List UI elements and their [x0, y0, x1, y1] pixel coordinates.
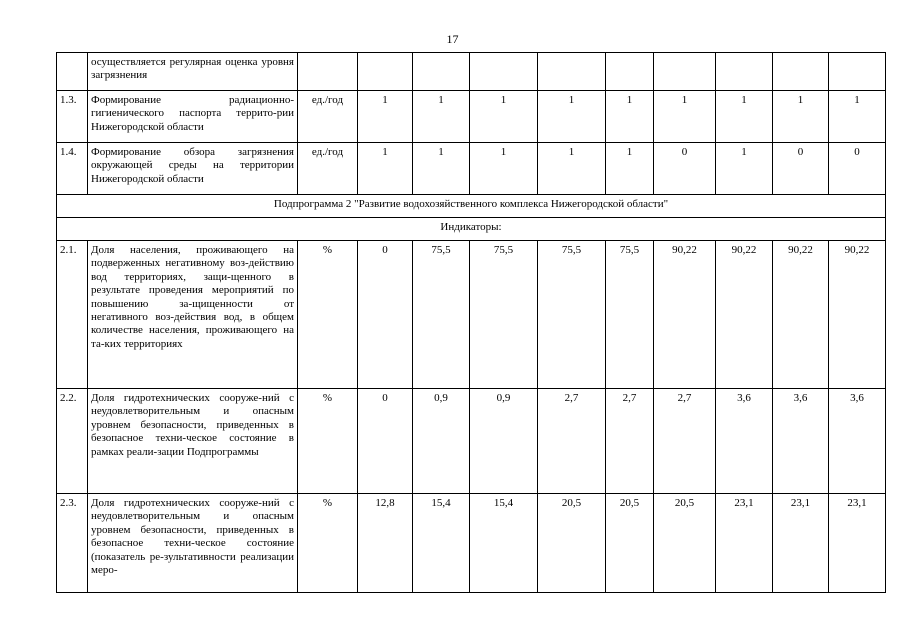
row-value: 1 — [538, 91, 606, 143]
row-value: 2,7 — [538, 389, 606, 494]
row-unit: ед./год — [298, 91, 358, 143]
row-description: Доля гидротехнических сооруже-ний с неудовлетворительным и опасным уровнем безопасности, приведенных в безопасное техни-ческое состояние в рамках реали-зации Подпрограммы — [88, 389, 298, 494]
table-row — [57, 241, 886, 389]
row-number: 2.1. — [57, 241, 88, 389]
row-value — [470, 53, 538, 91]
row-unit: % — [298, 389, 358, 494]
row-value — [829, 53, 886, 91]
row-value: 1 — [716, 143, 773, 195]
row-unit — [298, 53, 358, 91]
row-value — [654, 53, 716, 91]
row-value: 0 — [358, 241, 413, 389]
row-value: 90,22 — [716, 241, 773, 389]
row-value: 0 — [773, 143, 829, 195]
row-description: Доля гидротехнических сооруже-ний с неудовлетворительным и опасным уровнем безопасности, приведенных в безопасное техни-ческое состояние (показатель ре-зультативности реализации меро- — [88, 494, 298, 593]
row-number: 1.3. — [57, 91, 88, 143]
row-value: 15,4 — [470, 494, 538, 593]
row-value: 1 — [716, 91, 773, 143]
row-value: 23,1 — [716, 494, 773, 593]
indicators-heading-row — [57, 218, 886, 241]
row-value: 75,5 — [413, 241, 470, 389]
row-value: 1 — [606, 91, 654, 143]
row-unit: % — [298, 241, 358, 389]
row-value: 1 — [470, 91, 538, 143]
row-number — [57, 53, 88, 91]
row-value — [606, 53, 654, 91]
row-description: Формирование радиационно-гигиенического паспорта террито-рии Нижегородской области — [88, 91, 298, 143]
row-value: 90,22 — [654, 241, 716, 389]
table-row — [57, 53, 886, 91]
row-value: 1 — [413, 143, 470, 195]
row-value: 1 — [538, 143, 606, 195]
row-value — [538, 53, 606, 91]
table-row — [57, 494, 886, 593]
row-value: 1 — [773, 91, 829, 143]
row-value: 2,7 — [654, 389, 716, 494]
row-value: 3,6 — [829, 389, 886, 494]
row-value: 1 — [358, 143, 413, 195]
subprogram-heading: Подпрограмма 2 "Развитие водохозяйственного комплекса Нижегородской области" — [57, 195, 886, 218]
row-value: 1 — [829, 91, 886, 143]
row-value: 15,4 — [413, 494, 470, 593]
row-value: 1 — [358, 91, 413, 143]
row-value — [716, 53, 773, 91]
indicators-table — [56, 52, 886, 593]
row-value — [413, 53, 470, 91]
row-value: 20,5 — [654, 494, 716, 593]
row-value: 1 — [413, 91, 470, 143]
table-row — [57, 143, 886, 195]
row-value: 3,6 — [716, 389, 773, 494]
row-value: 1 — [470, 143, 538, 195]
row-unit: % — [298, 494, 358, 593]
row-value: 0 — [829, 143, 886, 195]
row-value: 90,22 — [829, 241, 886, 389]
row-value: 1 — [606, 143, 654, 195]
row-value: 90,22 — [773, 241, 829, 389]
row-value — [358, 53, 413, 91]
row-value: 3,6 — [773, 389, 829, 494]
row-value: 20,5 — [606, 494, 654, 593]
row-value — [773, 53, 829, 91]
row-value: 0 — [654, 143, 716, 195]
subprogram-heading-row — [57, 195, 886, 218]
row-description: Доля населения, проживающего на подверженных негативному воз-действию вод территориях, защи-щенного в результате проведения мероприятий по повышению за-щищенности от негативного воз-действия вод, в общем количестве населения, проживающего на та-ких территориях — [88, 241, 298, 389]
table-row — [57, 91, 886, 143]
row-value: 75,5 — [470, 241, 538, 389]
row-value: 2,7 — [606, 389, 654, 494]
row-number: 1.4. — [57, 143, 88, 195]
row-value: 23,1 — [773, 494, 829, 593]
row-description: Формирование обзора загрязнения окружающей среды на территории Нижегородской области — [88, 143, 298, 195]
row-number: 2.3. — [57, 494, 88, 593]
row-value: 0,9 — [413, 389, 470, 494]
row-value: 0 — [358, 389, 413, 494]
row-value: 75,5 — [538, 241, 606, 389]
row-value: 23,1 — [829, 494, 886, 593]
row-value: 20,5 — [538, 494, 606, 593]
row-value: 75,5 — [606, 241, 654, 389]
row-value: 1 — [654, 91, 716, 143]
row-unit: ед./год — [298, 143, 358, 195]
row-description: осуществляется регулярная оценка уровня загрязнения — [88, 53, 298, 91]
row-value: 0,9 — [470, 389, 538, 494]
row-value: 12,8 — [358, 494, 413, 593]
table-row — [57, 389, 886, 494]
row-number: 2.2. — [57, 389, 88, 494]
indicators-heading: Индикаторы: — [57, 218, 886, 241]
page-number: 17 — [446, 32, 459, 46]
